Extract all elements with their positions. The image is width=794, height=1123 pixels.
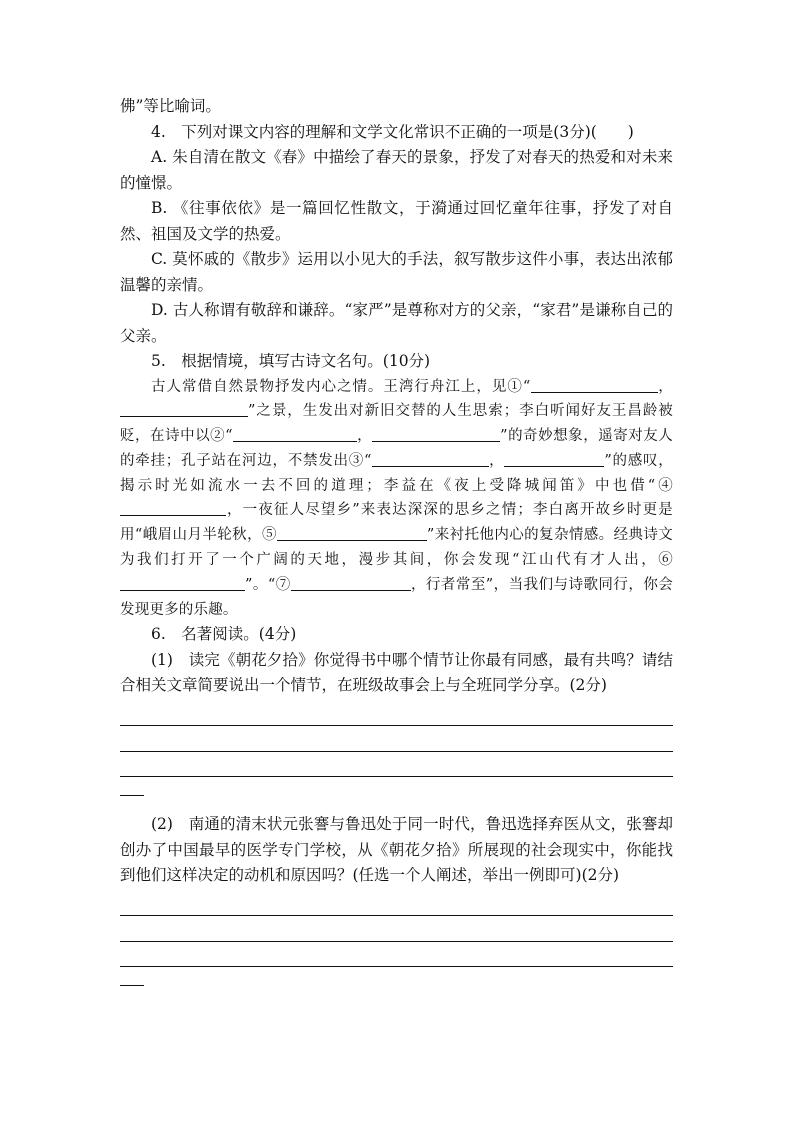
passage-text: ， — [488, 452, 505, 469]
passage-text: ”来衬托他内心的复杂情感。经典诗文为我们打开了一个广阔的天地，漫步其间，你会发现“江山代有才人出，⑥ — [120, 527, 673, 569]
answer-line[interactable] — [120, 752, 673, 778]
answer-area-2[interactable] — [120, 891, 673, 987]
passage-text: ， — [356, 428, 373, 445]
blank-3b[interactable] — [504, 451, 604, 467]
blank-1a[interactable] — [531, 377, 658, 393]
blank-6[interactable] — [120, 575, 245, 591]
poem-passage — [120, 375, 673, 623]
answer-line[interactable] — [120, 891, 673, 917]
blank-3a[interactable] — [372, 451, 489, 467]
option-b: B. 《往事依依》是一篇回忆性散文，于漪通过回忆童年往事，抒发了对自然、祖国及文学的热爱。 — [120, 199, 673, 243]
blank-7[interactable] — [291, 575, 411, 591]
option-d: D. 古人称谓有敬辞和谦辞。“家严”是尊称对方的父亲，“家君”是谦称自己的父亲。 — [120, 301, 673, 345]
answer-line[interactable] — [120, 916, 673, 942]
option-a: A. 朱自清在散文《春》中描绘了春天的景象，抒发了对春天的热爱和对未来的憧憬。 — [120, 148, 673, 192]
exam-content — [120, 94, 673, 1002]
option-c: C. 莫怀戚的《散步》运用以小见大的手法，叙写散步这件小事，表达出浓郁温馨的亲情。 — [120, 250, 673, 294]
passage-text: 古人常借自然景物抒发内心之情。王湾行舟江上，见①“ — [151, 378, 531, 395]
question-4: 4. 下列对课文内容的理解和文学文化常识不正确的一项是(3分)( ) — [151, 122, 634, 141]
passage-text: ”的感叹，揭示时光如流水一去不回的道理；李益在《夜上受降城闻笛》中也借“④ — [120, 452, 673, 494]
answer-line[interactable] — [120, 701, 673, 727]
passage-text: ”之景，生发出对新旧交替的人生思索；李白听闻好友王昌龄被贬，在诗中以②“ — [120, 403, 673, 445]
blank-4[interactable] — [120, 500, 226, 516]
answer-line[interactable] — [120, 942, 673, 968]
passage-text: ，一夜征人尽望乡”来表达深深的思乡之情；李白离开故乡时更是用“峨眉山月半轮秋，⑤ — [120, 502, 673, 544]
blank-2b[interactable] — [372, 426, 500, 442]
question-5: 5. 根据情境，填写古诗文名句。(10分) — [151, 352, 431, 370]
answer-area-1[interactable] — [120, 701, 673, 797]
answer-line[interactable] — [120, 726, 673, 752]
blank-1b[interactable] — [120, 401, 248, 417]
blank-5[interactable] — [277, 525, 427, 541]
passage-text: ”的奇妙想象，遥寄对友人的牵挂；孔子站在河边，不禁发出③“ — [120, 428, 674, 469]
answer-line-end[interactable] — [120, 967, 144, 986]
question-6: 6. 名著阅读。(4分) — [151, 625, 297, 644]
passage-text: ”。“⑦ — [245, 576, 291, 593]
answer-line-end[interactable] — [120, 777, 144, 796]
text-line: 佛”等比喻词。 — [120, 97, 221, 115]
passage-text: ， — [657, 378, 673, 395]
question-6-1: (1) 读完《朝花夕拾》你觉得书中哪个情节让你最有同感，最有共鸣？请结合相关文章简要说出一个情节，在班级故事会上与全班同学分享。(2分) — [120, 650, 673, 695]
blank-2a[interactable] — [233, 426, 357, 442]
question-6-2: (2) 南通的清末状元张謇与鲁迅处于同一时代，鲁迅选择弃医从文，张謇却创办了中国最早的医学专门学校，从《朝花夕拾》所展现的社会现实中，你能找到他们这样决定的动机和原因吗？(任选一个人阐述，举出一例即可)(2分) — [120, 815, 673, 885]
passage-text: ，行者常至”，当我们与诗歌同行，你会发现更多的乐趣。 — [120, 576, 673, 618]
